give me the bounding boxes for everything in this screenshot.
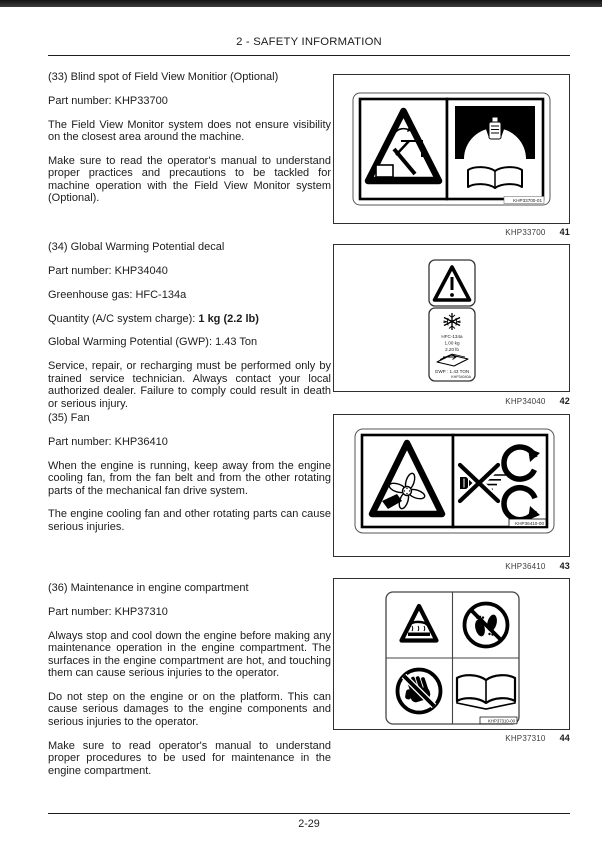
paragraph: Service, repair, or recharging must be performed only by trained service technician. Always contact your local authorized dealer. Failure to comply could result in death or serious injury.: [48, 360, 331, 410]
figure-code: KHP33700: [505, 228, 546, 237]
part-number-line: Part number: KHP36410: [48, 435, 168, 448]
figure-caption: [333, 227, 570, 237]
section-heading: (35) Fan: [48, 412, 90, 424]
no-stepping-icon: [465, 604, 508, 647]
section-heading: (36) Maintenance in engine compartment: [48, 582, 249, 594]
figure-code: KHP36410: [505, 562, 546, 571]
figure-number: 41: [559, 227, 570, 237]
figure-gwp-decal: [333, 244, 570, 392]
figure-caption: [333, 396, 570, 406]
quantity-label: Quantity (A/C system charge):: [48, 312, 196, 325]
paragraph: When the engine is running, keep away from the engine cooling fan, from the fan belt and from the other rotating parts of the mechanical fan drive system.: [48, 459, 331, 497]
page-number: 2-29: [298, 818, 320, 830]
section-33-blind-spot: [48, 71, 331, 216]
decal-kg-text: 1.00 kg: [444, 340, 460, 346]
gwp-line: Global Warming Potential (GWP): 1.43 Ton: [48, 336, 258, 349]
figure-engine-compartment-decal: [333, 578, 570, 730]
section-heading: (34) Global Warming Potential decal: [48, 241, 225, 253]
part-number-line: Part number: KHP33700: [48, 94, 168, 107]
paragraph: The engine cooling fan and other rotating parts can cause serious injuries.: [48, 508, 331, 533]
part-number-line: Part number: KHP37310: [48, 605, 168, 618]
section-36-engine-compartment: [48, 582, 331, 788]
figure-blind-spot-decal: [333, 74, 570, 224]
paragraph: The Field View Monitor system does not ensure visibility on the closest area around the machine.: [48, 118, 331, 144]
header-rule: [48, 55, 570, 56]
decal-gas-text: HFC-134a: [441, 334, 463, 339]
page-top-edge: [0, 0, 602, 7]
figure-number: 44: [559, 733, 570, 743]
figure-code: KHP34040: [505, 397, 546, 406]
footer-rule: [48, 813, 570, 814]
no-touch-hand-icon: [398, 670, 441, 713]
decal-gwp-text: GWP : 1.43 TON: [434, 369, 470, 374]
figure-fan-decal: [333, 414, 570, 557]
decal-part-code: KHP36410-00: [515, 520, 544, 526]
quantity-value: 1 kg (2.2 lb): [198, 312, 259, 325]
paragraph: Make sure to read the operator's manual to understand proper practices and precautions to be tackled for machine operation with the Field View Monitor system (Optional).: [48, 154, 331, 205]
decal-part-code: KHP34040A: [451, 375, 471, 379]
fan-decal-drawing: [334, 415, 569, 556]
section-34-gwp-decal: [48, 241, 331, 421]
read-manual-book-icon: [468, 167, 522, 188]
decal-part-code: KHP33700-01: [513, 198, 542, 203]
paragraph: Always stop and cool down the engine before making any maintenance operation in the engine compartment. The surfaces in the engine compartment are hot, and touching them can cause serious injuries to the operator.: [48, 629, 331, 680]
decal-part-code: KHP37310-00: [488, 718, 515, 724]
section-35-fan: [48, 412, 331, 545]
decal-lb-text: 2.20 lb: [445, 347, 459, 352]
figure-caption: [333, 561, 570, 571]
figure-caption: [333, 733, 570, 743]
figure-code: KHP37310: [505, 734, 546, 743]
paragraph: Do not step on the engine or on the platform. This can cause serious damages to the engine components and serious injuries to the operator.: [48, 690, 331, 728]
quantity-line: [48, 313, 331, 325]
figure-number: 43: [559, 561, 570, 571]
part-number-line: Part number: KHP34040: [48, 264, 168, 277]
section-heading: (33) Blind spot of Field View Monitior (Optional): [48, 71, 279, 83]
figure-number: 42: [559, 396, 570, 406]
gwp-decal-drawing: [334, 245, 569, 391]
paragraph: Make sure to read operator's manual to understand proper procedures to be used for maintenance in the engine compartment.: [48, 739, 331, 777]
chapter-header: 2 - SAFETY INFORMATION: [236, 36, 382, 48]
greenhouse-gas-line: Greenhouse gas: HFC-134a: [48, 288, 187, 301]
engine-compartment-decal-drawing: [334, 579, 569, 729]
blind-spot-decal-drawing: [334, 75, 569, 223]
